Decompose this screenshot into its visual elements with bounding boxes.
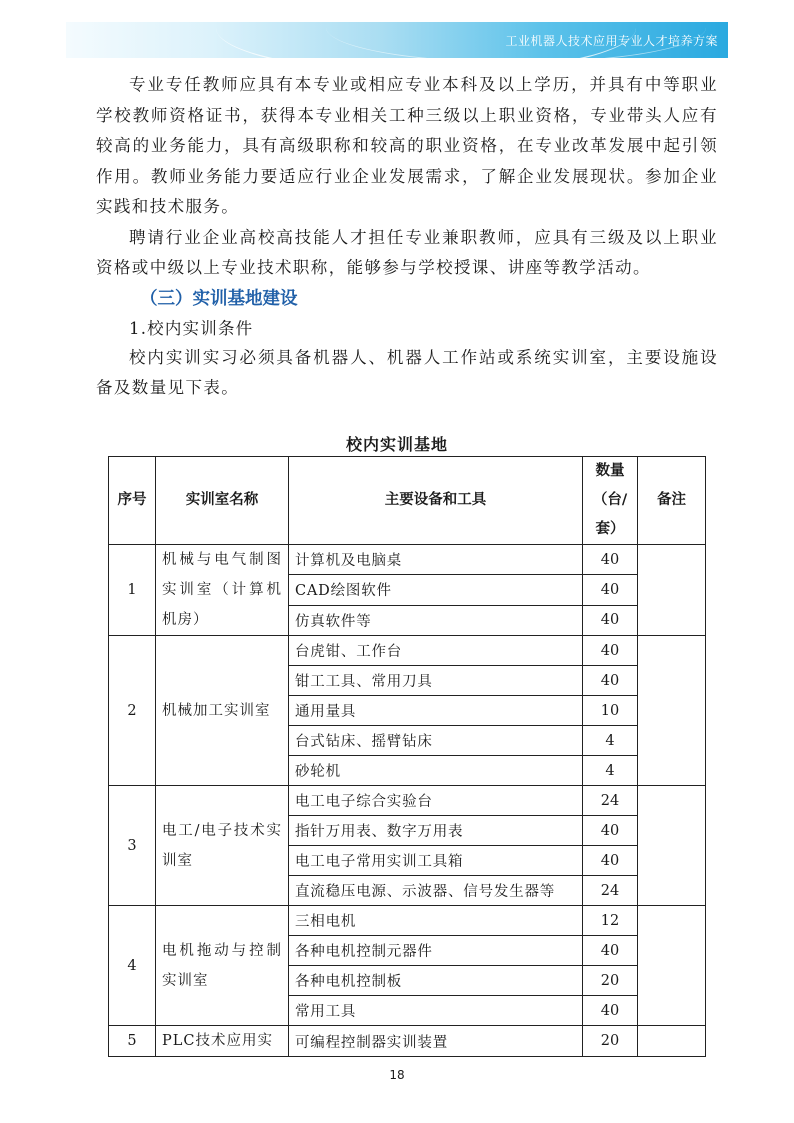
cell-qty: 24 bbox=[583, 876, 638, 906]
page-number: 18 bbox=[389, 1068, 405, 1082]
cell-equipment: 指针万用表、数字万用表 bbox=[289, 816, 583, 846]
paragraph-teacher-qualifications: 专业专任教师应具有本专业或相应专业本科及以上学历，并具有中等职业学校教师资格证书，获得本专业相关工种三级以上职业资格，专业带头人应有较高的业务能力，具有高级职称和较高的职业资格，在专业改革发展中起引领作用。教师业务能力要适应行业企业发展需求，了解企业发展现状。参加企业实践和技术服务。 bbox=[96, 75, 718, 216]
header-equipment: 主要设备和工具 bbox=[289, 457, 583, 545]
cell-equipment: 通用量具 bbox=[289, 696, 583, 726]
cell-qty: 40 bbox=[583, 846, 638, 876]
cell-notes bbox=[638, 545, 706, 636]
cell-equipment: 可编程控制器实训装置 bbox=[289, 1026, 583, 1057]
body-text bbox=[96, 70, 718, 404]
table-header-row bbox=[109, 457, 706, 545]
cell-qty: 4 bbox=[583, 756, 638, 786]
cell-equipment: CAD绘图软件 bbox=[289, 575, 583, 605]
cell-room-name: 机械加工实训室 bbox=[156, 636, 289, 786]
cell-qty: 4 bbox=[583, 726, 638, 756]
cell-seq: 2 bbox=[109, 636, 156, 786]
cell-qty: 20 bbox=[583, 1026, 638, 1057]
cell-equipment: 仿真软件等 bbox=[289, 605, 583, 635]
cell-notes bbox=[638, 906, 706, 1026]
table-caption: 校内实训基地 bbox=[345, 435, 448, 454]
table-row bbox=[109, 636, 706, 666]
cell-seq: 3 bbox=[109, 786, 156, 906]
cell-room-name: 电工/电子技术实训室 bbox=[156, 786, 289, 906]
cell-seq: 5 bbox=[109, 1026, 156, 1057]
cell-equipment: 电工电子常用实训工具箱 bbox=[289, 846, 583, 876]
cell-qty: 40 bbox=[583, 996, 638, 1026]
cell-room-name: 机械与电气制图实训室（计算机机房） bbox=[156, 545, 289, 636]
cell-equipment: 计算机及电脑桌 bbox=[289, 545, 583, 575]
cell-equipment: 电工电子综合实验台 bbox=[289, 786, 583, 816]
header-banner bbox=[66, 22, 728, 58]
cell-qty: 40 bbox=[583, 666, 638, 696]
cell-equipment: 直流稳压电源、示波器、信号发生器等 bbox=[289, 876, 583, 906]
cell-equipment: 常用工具 bbox=[289, 996, 583, 1026]
cell-qty: 40 bbox=[583, 545, 638, 575]
cell-qty: 40 bbox=[583, 575, 638, 605]
cell-notes bbox=[638, 786, 706, 906]
header-qty: 数量（台/套） bbox=[583, 457, 638, 545]
table-row bbox=[109, 545, 706, 575]
document-header-title: 工业机器人技术应用专业人才培养方案 bbox=[505, 34, 718, 48]
training-base-table bbox=[108, 456, 706, 1057]
cell-equipment: 台式钻床、摇臂钻床 bbox=[289, 726, 583, 756]
cell-seq: 1 bbox=[109, 545, 156, 636]
subheading: 1.校内实训条件 bbox=[129, 318, 254, 338]
table-row bbox=[109, 786, 706, 816]
table-row bbox=[109, 906, 706, 936]
cell-room-name: PLC技术应用实 bbox=[156, 1026, 289, 1057]
cell-notes bbox=[638, 1026, 706, 1057]
cell-qty: 40 bbox=[583, 936, 638, 966]
cell-seq: 4 bbox=[109, 906, 156, 1026]
cell-equipment: 各种电机控制元器件 bbox=[289, 936, 583, 966]
cell-equipment: 钳工工具、常用刀具 bbox=[289, 666, 583, 696]
paragraph-intro: 校内实训实习必须具备机器人、机器人工作站或系统实训室，主要设施设备及数量见下表。 bbox=[96, 347, 718, 397]
cell-qty: 20 bbox=[583, 966, 638, 996]
cell-qty: 40 bbox=[583, 636, 638, 666]
cell-qty: 12 bbox=[583, 906, 638, 936]
cell-qty: 40 bbox=[583, 605, 638, 635]
header-notes: 备注 bbox=[638, 457, 706, 545]
section-heading: （三）实训基地建设 bbox=[140, 288, 298, 309]
cell-equipment: 台虎钳、工作台 bbox=[289, 636, 583, 666]
header-room: 实训室名称 bbox=[156, 457, 289, 545]
table-body bbox=[109, 545, 706, 1057]
cell-qty: 40 bbox=[583, 816, 638, 846]
cell-qty: 24 bbox=[583, 786, 638, 816]
cell-notes bbox=[638, 636, 706, 786]
table-row bbox=[109, 1026, 706, 1057]
cell-equipment: 各种电机控制板 bbox=[289, 966, 583, 996]
cell-qty: 10 bbox=[583, 696, 638, 726]
cell-room-name: 电机拖动与控制实训室 bbox=[156, 906, 289, 1026]
cell-equipment: 三相电机 bbox=[289, 906, 583, 936]
cell-equipment: 砂轮机 bbox=[289, 756, 583, 786]
paragraph-part-time-teachers: 聘请行业企业高校高技能人才担任专业兼职教师，应具有三级及以上职业资格或中级以上专业技术职称，能够参与学校授课、讲座等教学活动。 bbox=[96, 227, 718, 277]
header-seq: 序号 bbox=[109, 457, 156, 545]
